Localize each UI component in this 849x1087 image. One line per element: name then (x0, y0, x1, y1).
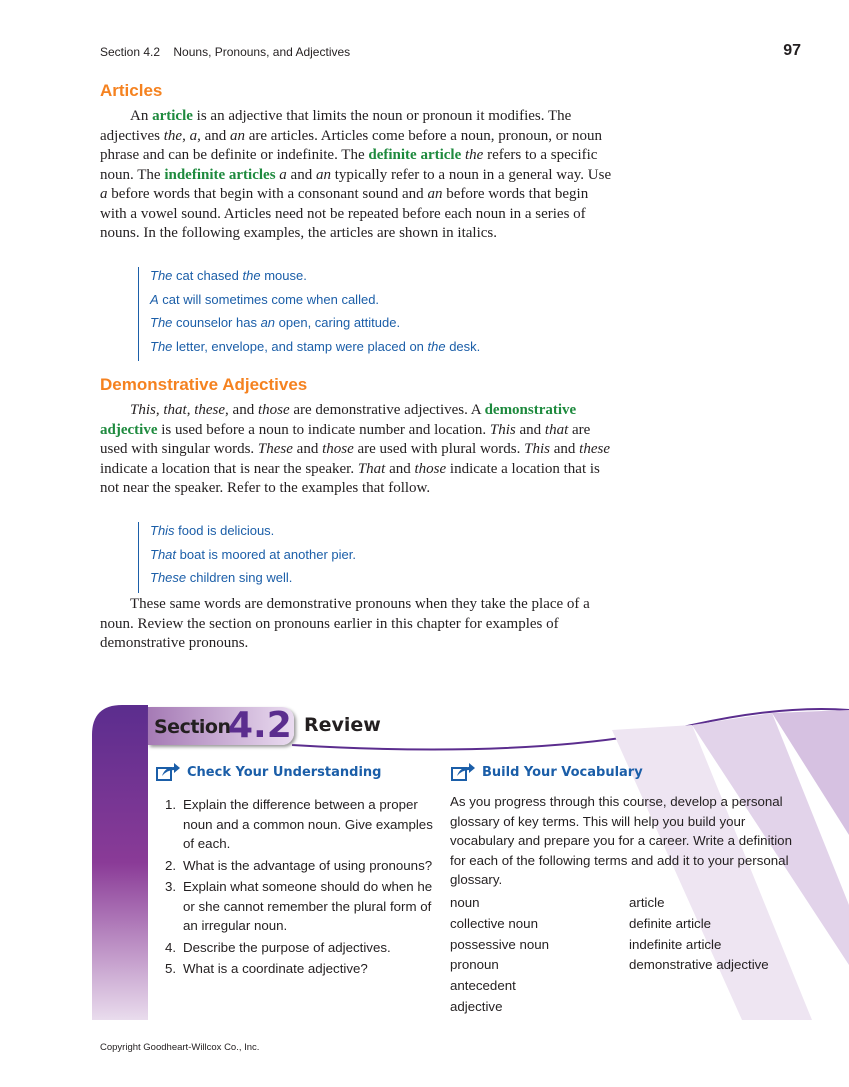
question-item (165, 877, 435, 936)
italic-text: the (163, 127, 183, 144)
italic-text: That (357, 460, 386, 477)
check-heading (155, 762, 381, 782)
italic-text: those (414, 460, 447, 477)
example-sentence (150, 522, 356, 546)
text-run: desk. (445, 338, 481, 354)
section-word: Section (154, 716, 231, 738)
heading-demonstrative: Demonstrative Adjectives (100, 375, 308, 394)
text-run: , (186, 402, 195, 418)
page-number: 97 (783, 42, 801, 59)
question-number: 5. (165, 961, 177, 976)
demonstrative-examples (138, 522, 356, 593)
vocab-term: adjective (450, 998, 503, 1014)
italic-text: the (427, 338, 446, 354)
terms-column-1 (450, 893, 549, 1018)
italic-text: an (260, 315, 276, 331)
key-term: demonstrative adjective (100, 402, 577, 438)
question-text: Explain what someone should do when he or she cannot remember the plural form of an irregular noun. (183, 879, 433, 933)
vocab-intro: As you progress through this course, develop a personal glossary of key terms. This will help you build your vocabulary and prepare you for a career. Write a definition for each of the following terms and add it to your personal glossary. (450, 794, 792, 887)
text-run: indicate a location that is not near the speaker. Refer to the examples that follow. (100, 460, 600, 496)
vocab-term: possessive noun (450, 936, 550, 952)
italic-text: This (130, 402, 156, 418)
review-title: Review (304, 714, 381, 736)
text-run: and (550, 441, 580, 457)
vocab-term: noun (450, 895, 480, 910)
text-run: is used before a noun to indicate number and location. (157, 421, 490, 438)
articles-examples (138, 267, 480, 361)
question-text: What is the advantage of using pronouns? (183, 857, 433, 873)
italic-text: a (100, 186, 108, 202)
question-number: 3. (165, 879, 177, 894)
text-run: are articles. Articles come before a noun, pronoun, or noun phrase and can be definite or indefinite. The (100, 127, 602, 163)
text-run: before words that begin with a vowel sound. Articles need not be repeated before each noun in a series of nouns. In the following examples, the articles are shown in italics. (100, 186, 589, 241)
vocab-term: collective noun (450, 915, 538, 931)
text-run: counselor has (172, 315, 261, 331)
italic-text: The (150, 315, 173, 331)
text-run: and (286, 166, 316, 183)
italic-text: This (150, 523, 175, 538)
share-arrow-icon (155, 762, 181, 782)
question-text: Describe the purpose of adjectives. (183, 939, 391, 955)
running-header: Section 4.2 Nouns, Pronouns, and Adjectives (100, 45, 351, 59)
text-run: An (130, 108, 153, 124)
italic-text: This (524, 441, 550, 457)
share-arrow-icon (450, 762, 476, 782)
text-run: , (155, 402, 164, 418)
italic-text: those (322, 441, 354, 457)
italic-text: those (257, 402, 290, 418)
key-term: article (152, 108, 193, 124)
text-run: and (515, 421, 545, 438)
italic-text: This (489, 421, 516, 438)
italic-text: That (150, 546, 177, 562)
articles-paragraph (100, 107, 615, 244)
italic-text: these (579, 441, 610, 457)
text-run: boat is moored at another pier. (176, 546, 356, 562)
text-run: These same words are demonstrative pronouns when they take the place of a noun. Review the section on pronouns earlier in this chapter for examples of demonstrative pronouns. (100, 596, 590, 651)
vocab-term: article (629, 895, 665, 910)
questions-list (165, 795, 435, 981)
text-run: are used with plural words. (353, 441, 525, 457)
text-run: before words that begin with a consonant sound and (107, 186, 428, 202)
question-item (165, 856, 435, 876)
text-run: letter, envelope, and stamp were placed on (172, 338, 428, 354)
question-item (165, 959, 435, 979)
section-badge (148, 707, 294, 745)
text-run: refers to a specific noun. The (100, 147, 598, 183)
text-run: are demonstrative adjectives. A (289, 402, 485, 418)
example-sentence (150, 291, 480, 315)
vocab-heading-text: Build Your Vocabulary (482, 764, 643, 780)
demonstrative-paragraph (100, 401, 615, 499)
key-term: indefinite articles (164, 166, 276, 183)
italic-text: The (150, 338, 173, 354)
vocab-term: definite article (629, 915, 712, 931)
italic-text: an (315, 166, 331, 183)
text-run: and (292, 441, 323, 457)
italic-text: a (279, 166, 287, 183)
question-text: What is a coordinate adjective? (183, 961, 368, 976)
example-sentence (150, 546, 356, 570)
italic-text: A (150, 291, 159, 307)
text-run: food is delicious. (174, 523, 275, 538)
text-run: cat chased (172, 268, 243, 283)
example-sentence (150, 569, 356, 593)
question-number: 2. (165, 857, 177, 873)
italic-text: that (163, 402, 187, 418)
italic-text: that (544, 421, 569, 438)
example-sentence (150, 314, 480, 338)
heading-articles: Articles (100, 81, 163, 100)
italic-text: the (465, 147, 484, 163)
vocab-term: pronoun (450, 957, 499, 973)
italic-text: an (427, 186, 443, 202)
italic-text: These (257, 441, 293, 457)
vocab-term: indefinite article (629, 936, 722, 952)
text-run: and (385, 460, 415, 477)
text-run: mouse. (260, 268, 307, 283)
section-number: 4.2 (228, 705, 292, 746)
question-item (165, 795, 435, 854)
vocab-term: antecedent (450, 978, 516, 994)
example-sentence (150, 267, 480, 291)
question-text: Explain the difference between a proper noun and a common noun. Give examples of each. (183, 797, 433, 851)
text-run: open, caring attitude. (275, 315, 401, 331)
text-run: , and (225, 402, 258, 418)
question-number: 4. (165, 939, 177, 955)
italic-text: The (150, 268, 173, 283)
copyright: Copyright Goodheart-Willcox Co., Inc. (100, 1042, 260, 1053)
text-run: indicate a location that is near the speaker. (100, 460, 358, 477)
text-run: children sing well. (186, 570, 293, 586)
example-sentence (150, 338, 480, 362)
terms-column-2 (629, 893, 769, 976)
italic-text: a (189, 127, 198, 144)
key-term: definite article (368, 147, 462, 163)
italic-text: an (229, 127, 245, 144)
text-run: is an adjective that limits the noun or pronoun it modifies. The adjectives (100, 108, 572, 144)
italic-text: the (242, 268, 261, 283)
closing-paragraph (100, 595, 615, 654)
italic-text: these (194, 402, 226, 418)
text-run: , and (197, 127, 230, 144)
text-run: are used with singular words. (100, 421, 591, 457)
check-heading-text: Check Your Understanding (187, 764, 382, 780)
italic-text: These (150, 570, 187, 586)
text-run: cat will sometimes come when called. (158, 291, 380, 307)
question-item (165, 938, 435, 958)
text-run: , (182, 127, 190, 144)
vocab-term: demonstrative adjective (629, 957, 769, 973)
vocab-heading (450, 762, 643, 782)
text-run: typically refer to a noun in a general way. Use (330, 166, 612, 183)
question-number: 1. (165, 797, 177, 812)
